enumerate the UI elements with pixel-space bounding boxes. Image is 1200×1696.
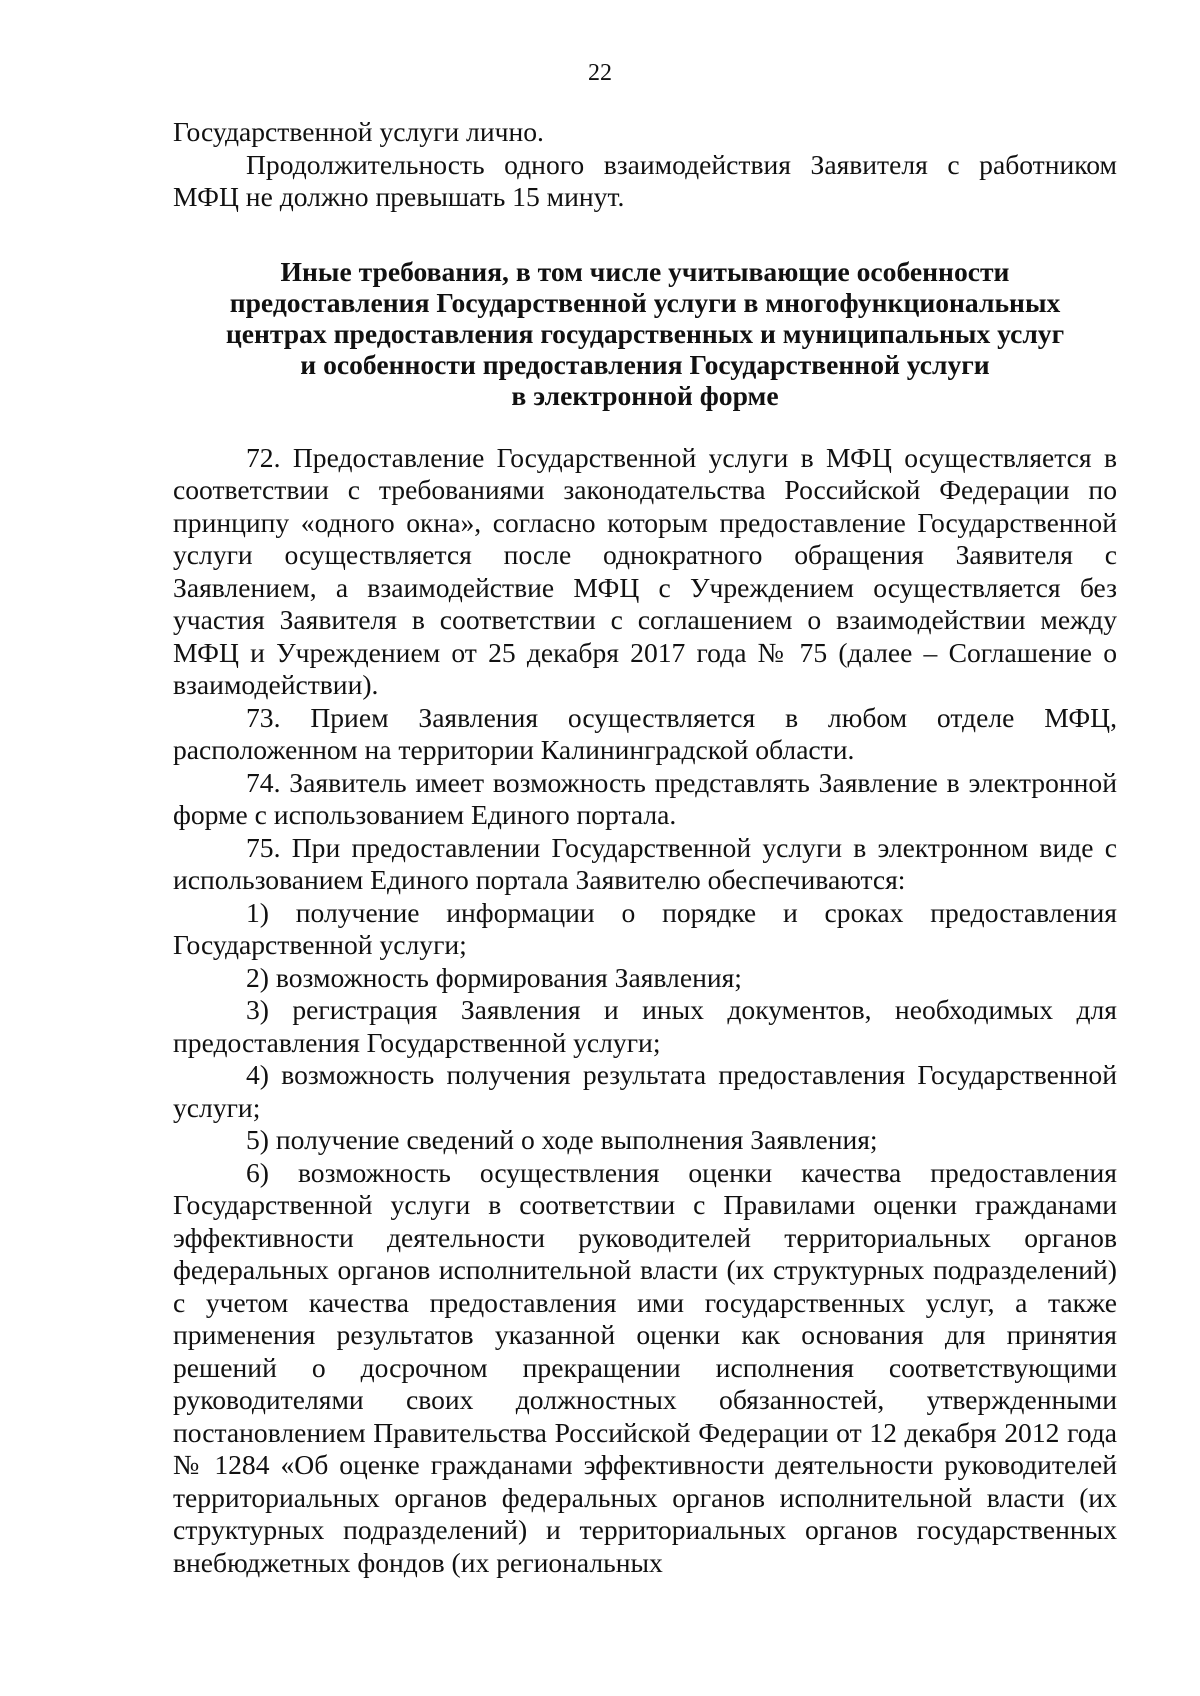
paragraph-75: 75. При предоставлении Государственной услуги в электронном виде с использованием Единого портала Заявителю обеспечиваются: (173, 831, 1117, 895)
heading-line: Иные требования, в том числе учитывающие особенности (280, 255, 1010, 287)
paragraph-72: 72. Предоставление Государственной услуги в МФЦ осуществляется в соответствии с требованиями законодательства Российской Федерации по принципу «одного окна», согласно которым предоставление Государственной услуги осуществляется после однократного обращения Заявителя с Заявлением, а взаимодействие МФЦ с Учреждением осуществляется без участия Заявителя в соответствии с соглашением о взаимодействии между МФЦ и Учреждением от 25 декабря 2017 года № 75 (далее – Соглашение о взаимодействии). (173, 441, 1117, 700)
heading-line: в электронной форме (511, 379, 779, 411)
list-item-2: 2) возможность формирования Заявления; (246, 961, 742, 993)
intro-line: Государственной услуги лично. (173, 116, 544, 147)
list-item-3: 3) регистрация Заявления и иных документов, необходимых для предоставления Государственной услуги; (173, 994, 1117, 1058)
list-item-5: 5) получение сведений о ходе выполнения Заявления; (246, 1124, 878, 1155)
heading-line: и особенности предоставления Государственной услуги (300, 348, 990, 380)
list-item-4: 4) возможность получения результата предоставления Государственной услуги; (173, 1059, 1117, 1123)
list-item-1: 1) получение информации о порядке и сроках предоставления Государственной услуги; (173, 896, 1117, 960)
list-item-6: 6) возможность осуществления оценки качества предоставления Государственной услуги в соответствии с Правилами оценки гражданами эффективности деятельности руководителей территориальных органов федеральных органов исполнительной власти (их структурных подразделений) с учетом качества предоставления ими государственных услуг, а также применения результатов указанной оценки как основания для принятия решений о досрочном прекращении исполнения соответствующими руководителями своих должностных обязанностей, утвержденными постановлением Правительства Российской Федерации от 12 декабря 2012 года № 1284 «Об оценке гражданами эффективности деятельности руководителей территориальных органов федеральных органов исполнительной власти (их структурных подразделений) и территориальных органов государственных внебюджетных фондов (их региональных (173, 1156, 1117, 1578)
page-number: 22 (588, 60, 612, 86)
heading-line: центрах предоставления государственных и муниципальных услуг (225, 317, 1065, 349)
section-heading (173, 256, 1117, 411)
intro-paragraph: Продолжительность одного взаимодействия Заявителя с работником МФЦ не должно превышать 15 минут. (173, 148, 1117, 212)
document-body (173, 116, 1117, 1579)
paragraph-73: 73. Прием Заявления осуществляется в любом отделе МФЦ, расположенном на территории Калининградской области. (173, 701, 1117, 765)
heading-line: предоставления Государственной услуги в многофункциональных (229, 286, 1061, 318)
paragraph-74: 74. Заявитель имеет возможность представлять Заявление в электронной форме с использованием Единого портала. (173, 766, 1117, 830)
